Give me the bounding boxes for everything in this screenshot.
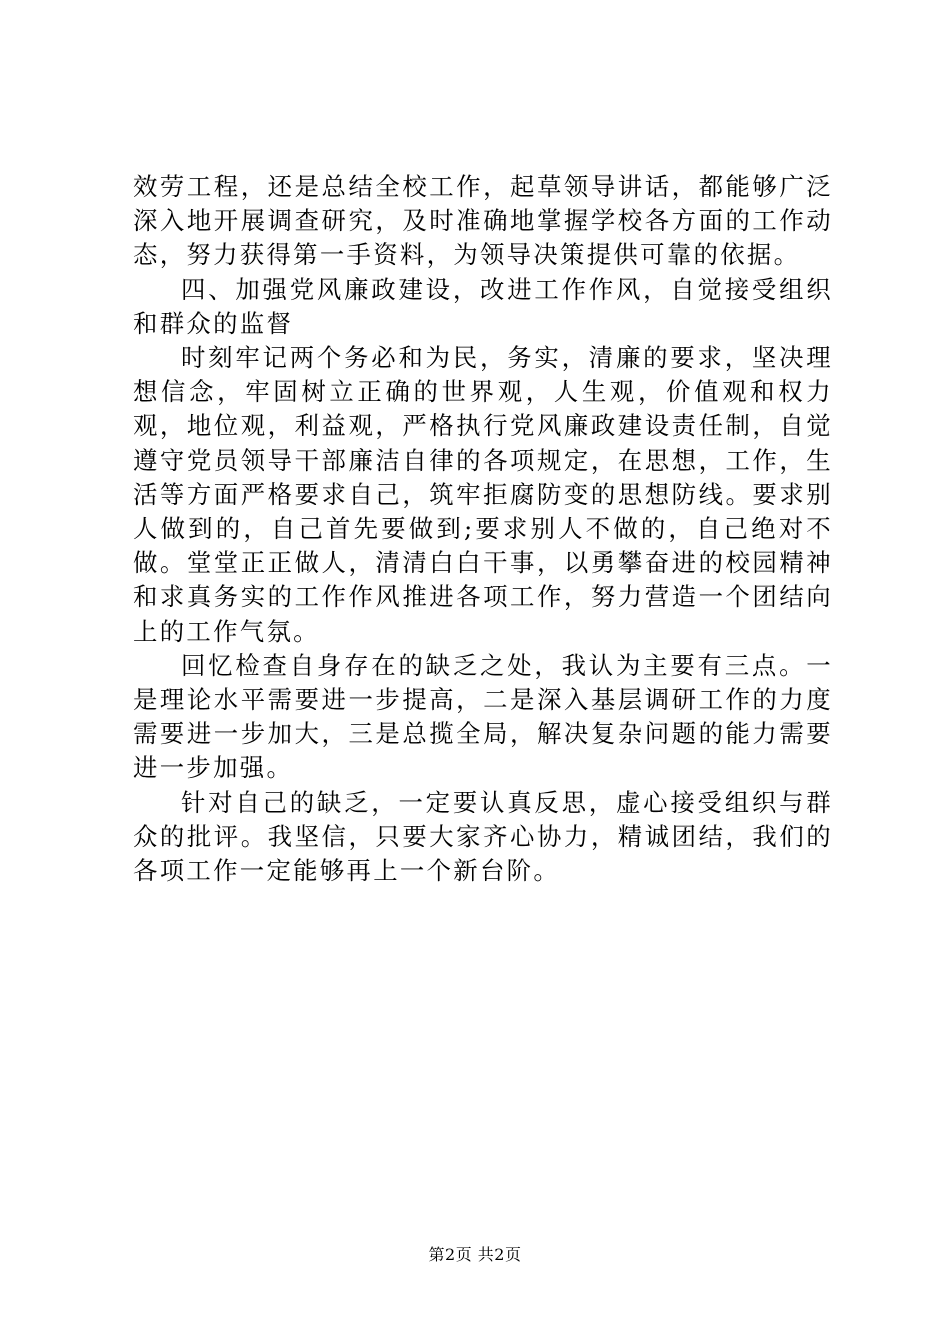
paragraph-continuation: 效劳工程，还是总结全校工作，起草领导讲话，都能够广泛深入地开展调查研究，及时准确地掌握学校各方面的工作动态，努力获得第一手资料，为领导决策提供可靠的依据。 [133,172,833,270]
section-heading-four: 四、加强党风廉政建设，改进工作作风，自觉接受组织和群众的监督 [133,274,833,338]
page-number-footer: 第2页 共2页 [428,1245,522,1264]
paragraph-integrity: 时刻牢记两个务必和为民，务实，清廉的要求，坚决理想信念，牢固树立正确的世界观，人生观，价值观和权力观，地位观，利益观，严格执行党风廉政建设责任制，自觉遵守党员领导干部廉洁自律的各项规定，在思想，工作，生活等方面严格要求自己，筑牢拒腐防变的思想防线。要求别人做到的，自己首先要做到;要求别人不做的，自己绝对不做。堂堂正正做人，清清白白干事，以勇攀奋进的校园精神和求真务实的工作作风推进各项工作，努力营造一个团结向上的工作气氛。 [133,343,833,646]
document-body [133,170,833,888]
paragraph-shortcomings: 回忆检查自身存在的缺乏之处，我认为主要有三点。一是理论水平需要进一步提高，二是深入基层调研工作的力度需要进一步加大，三是总揽全局，解决复杂问题的能力需要进一步加强。 [133,650,833,783]
paragraph-conclusion: 针对自己的缺乏，一定要认真反思，虚心接受组织与群众的批评。我坚信，只要大家齐心协力，精诚团结，我们的各项工作一定能够再上一个新台阶。 [133,787,833,886]
